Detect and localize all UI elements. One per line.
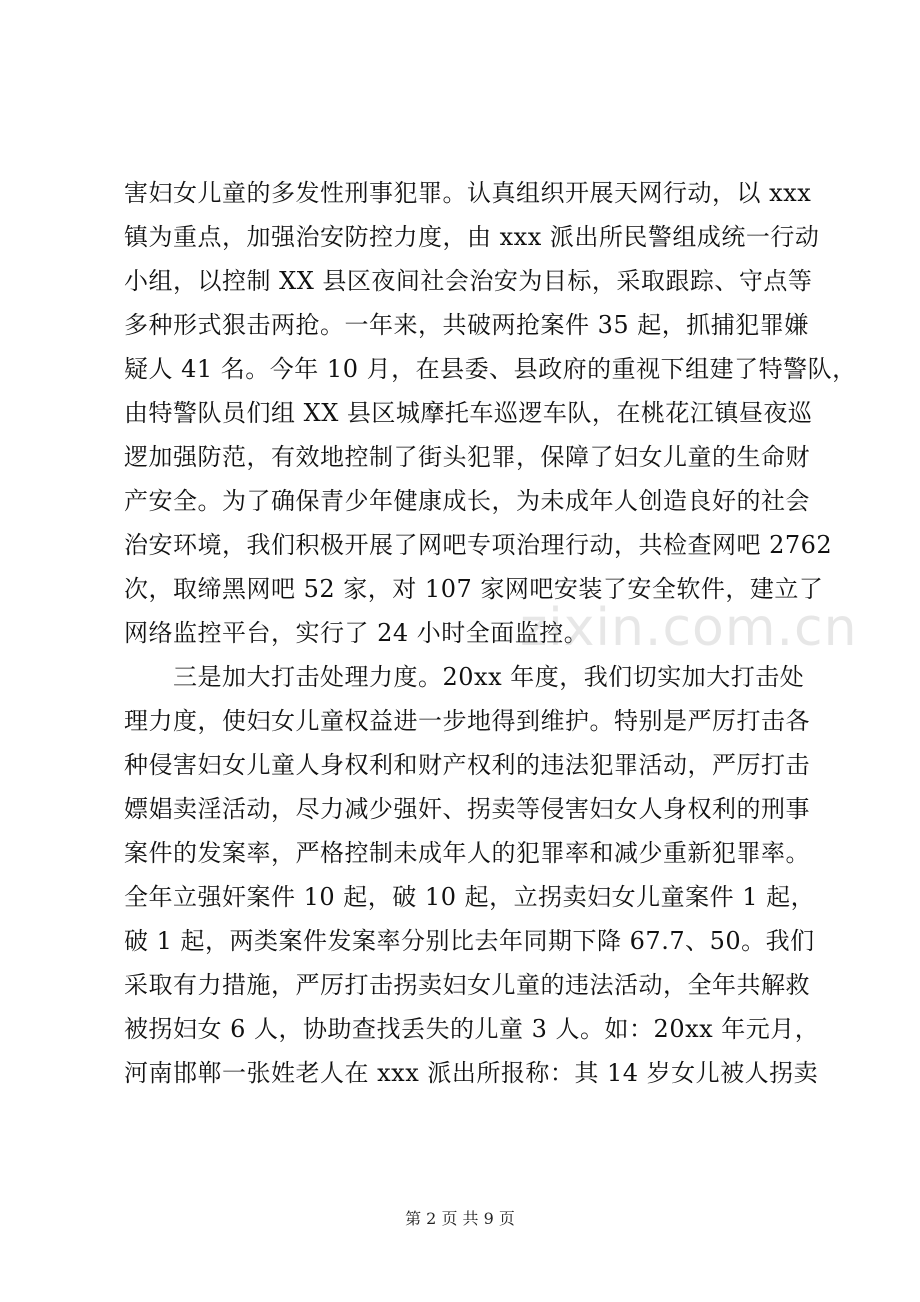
text-line: 逻加强防范，有效地控制了街头犯罪，保障了妇女儿童的生命财 — [124, 443, 810, 471]
text-line: 次，取缔黑网吧 52 家，对 107 家网吧安装了安全软件，建立了 — [124, 575, 824, 603]
text-line: 产安全。为了确保青少年健康成长，为未成年人创造良好的社会 — [124, 487, 810, 515]
text-line: 多种形式狠击两抢。一年来，共破两抢案件 35 起，抓捕犯罪嫌 — [124, 311, 809, 339]
text-line: 案件的发案率，严格控制未成年人的犯罪率和减少重新犯罪率。 — [124, 839, 810, 867]
text-line: 害妇女儿童的多发性刑事犯罪。认真组织开展天网行动，以 xxx — [124, 179, 812, 207]
text-line: 被拐妇女 6 人，协助查找丢失的儿童 3 人。如：20xx 年元月， — [124, 1015, 820, 1043]
text-line: 全年立强奸案件 10 起，破 10 起，立拐卖妇女儿童案件 1 起， — [124, 883, 816, 911]
text-line: 破 1 起，两类案件发案率分别比去年同期下降 67.7、50。我们 — [124, 927, 815, 955]
watermark: zixin.com.cn — [520, 598, 858, 658]
text-line: 疑人 41 名。今年 10 月，在县委、县政府的重视下组建了特警队， — [124, 355, 857, 383]
text-line: 种侵害妇女儿童人身权利和财产权利的违法犯罪活动，严厉打击 — [124, 751, 810, 779]
text-line: 理力度，使妇女儿童权益进一步地得到维护。特别是严厉打击各 — [124, 707, 810, 735]
page-footer: 第 2 页 共 9 页 — [405, 1209, 515, 1228]
text-line: 镇为重点，加强治安防控力度，由 xxx 派出所民警组成统一行动 — [124, 223, 820, 251]
text-line: 三是加大打击处理力度。20xx 年度，我们切实加大打击处 — [124, 663, 805, 691]
text-line: 嫖娼卖淫活动，尽力减少强奸、拐卖等侵害妇女人身权利的刑事 — [124, 795, 810, 823]
text-line: 由特警队员们组 XX 县区城摩托车巡逻车队，在桃花江镇昼夜巡 — [124, 399, 813, 427]
text-line: 采取有力措施，严厉打击拐卖妇女儿童的违法活动，全年共解救 — [124, 971, 810, 999]
text-line: 网络监控平台，实行了 24 小时全面监控。 — [124, 619, 589, 647]
text-line: 小组，以控制 XX 县区夜间社会治安为目标，采取跟踪、守点等 — [124, 267, 813, 295]
text-line: 河南邯郸一张姓老人在 xxx 派出所报称：其 14 岁女儿被人拐卖 — [124, 1059, 819, 1087]
text-line: 治安环境，我们积极开展了网吧专项治理行动，共检查网吧 2762 — [124, 531, 833, 559]
